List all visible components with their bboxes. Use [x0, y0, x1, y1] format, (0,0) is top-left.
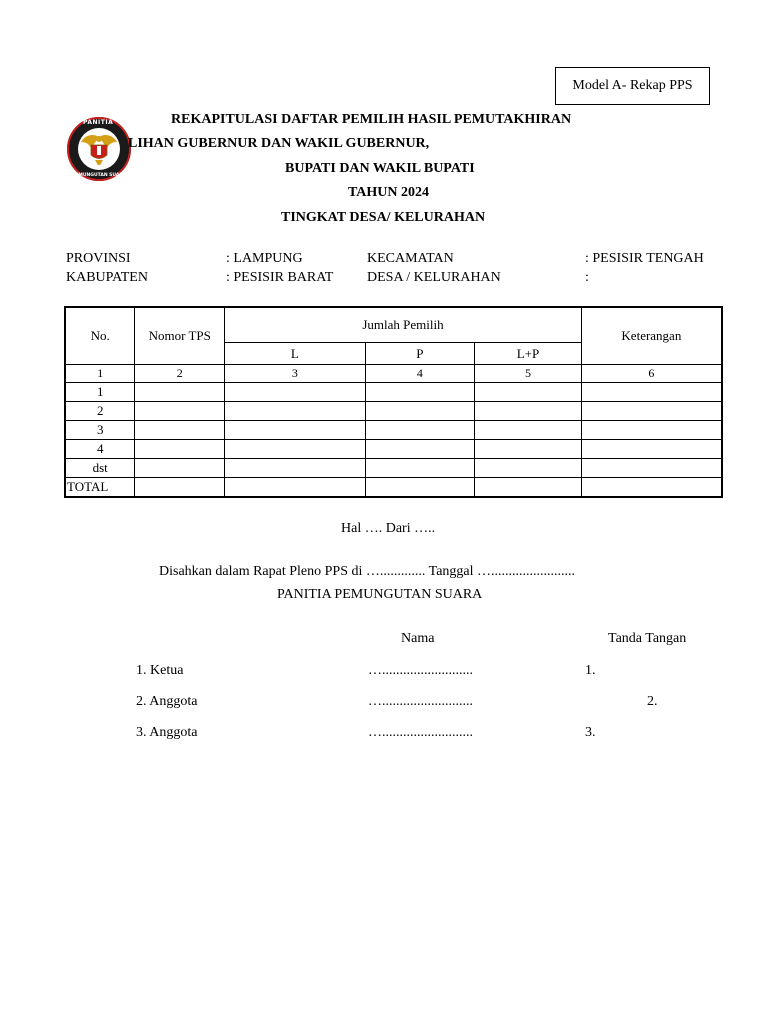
desa-value: : — [585, 270, 589, 285]
header-p: P — [365, 343, 475, 365]
row-label: 4 — [65, 440, 135, 459]
table-cell — [475, 402, 582, 421]
header-keterangan: Keterangan — [581, 307, 722, 365]
rekap-table — [64, 306, 723, 498]
signature-slot: 1. — [585, 663, 596, 678]
table-cell — [135, 402, 225, 421]
title-line-2: LIHAN GUBERNUR DAN WAKIL GUBERNUR, — [128, 136, 430, 151]
model-label-box — [555, 67, 710, 105]
table-cell — [475, 383, 582, 402]
title-line-3: BUPATI DAN WAKIL BUPATI — [285, 161, 475, 176]
title-line-1: REKAPITULASI DAFTAR PEMILIH HASIL PEMUTAKHIRAN — [171, 112, 572, 127]
page-info: Hal …. Dari ….. — [341, 521, 436, 536]
kecamatan-label: KECAMATAN — [367, 251, 454, 266]
table-cell — [365, 478, 475, 498]
signature-role: 1. Ketua — [136, 663, 184, 678]
table-cell — [135, 459, 225, 478]
table-cell — [225, 440, 365, 459]
table-cell — [475, 459, 582, 478]
table-cell — [475, 440, 582, 459]
kecamatan-value: : PESISIR TENGAH — [585, 251, 704, 266]
table-cell — [135, 383, 225, 402]
row-label: 1 — [65, 383, 135, 402]
signature-name-line: ….......................... — [368, 725, 473, 740]
tanda-tangan-header: Tanda Tangan — [608, 631, 687, 646]
table-cell — [225, 459, 365, 478]
table-cell — [225, 478, 365, 498]
table-cell — [365, 440, 475, 459]
logo-text-top: PANITIA — [83, 119, 114, 126]
table-cell — [581, 421, 722, 440]
row-label: dst — [65, 459, 135, 478]
panitia-title: PANITIA PEMUNGUTAN SUARA — [277, 587, 483, 602]
column-number-row — [65, 365, 722, 383]
table-cell — [135, 478, 225, 498]
table-cell — [475, 478, 582, 498]
table-cell — [581, 402, 722, 421]
col-number: 3 — [225, 365, 365, 383]
table-row-total — [65, 478, 722, 498]
row-label: 3 — [65, 421, 135, 440]
kabupaten-label: KABUPATEN — [66, 270, 148, 285]
desa-label: DESA / KELURAHAN — [367, 270, 501, 285]
row-label-total: TOTAL — [65, 478, 135, 498]
header-lp: L+P — [475, 343, 582, 365]
disahkan-text: Disahkan dalam Rapat Pleno PPS di …............. Tanggal …........................ — [159, 564, 576, 579]
kpu-logo — [66, 115, 132, 183]
table-cell — [475, 421, 582, 440]
table-cell — [365, 459, 475, 478]
title-line-5: TINGKAT DESA/ KELURAHAN — [281, 210, 486, 225]
table-cell — [581, 459, 722, 478]
col-number: 1 — [65, 365, 135, 383]
signature-slot: 2. — [647, 694, 658, 709]
table-row — [65, 440, 722, 459]
table-cell — [581, 383, 722, 402]
signature-role: 2. Anggota — [136, 694, 198, 709]
table-cell — [581, 440, 722, 459]
model-label: Model A- Rekap PPS — [572, 78, 693, 93]
table-cell — [225, 402, 365, 421]
table-row — [65, 421, 722, 440]
row-label: 2 — [65, 402, 135, 421]
title-line-4: TAHUN 2024 — [348, 185, 430, 200]
table-cell — [365, 421, 475, 440]
table-cell — [225, 421, 365, 440]
provinsi-label: PROVINSI — [66, 251, 131, 266]
signature-name-line: ….......................... — [368, 694, 473, 709]
signature-role: 3. Anggota — [136, 725, 198, 740]
provinsi-value: : LAMPUNG — [226, 251, 303, 266]
table-cell — [225, 383, 365, 402]
table-cell — [365, 402, 475, 421]
signature-slot: 3. — [585, 725, 596, 740]
logo-text-bottom: PEMUNGUTAN SUARA — [72, 173, 127, 178]
signature-name-line: ….......................... — [368, 663, 473, 678]
col-number: 5 — [475, 365, 582, 383]
header-l: L — [225, 343, 365, 365]
table-row — [65, 383, 722, 402]
nama-header: Nama — [401, 631, 435, 646]
table-cell — [135, 421, 225, 440]
col-number: 4 — [365, 365, 475, 383]
table-cell — [365, 383, 475, 402]
kabupaten-value: : PESISIR BARAT — [226, 270, 334, 285]
header-nomor-tps: Nomor TPS — [135, 307, 225, 365]
table-row — [65, 459, 722, 478]
header-no: No. — [65, 307, 135, 365]
table-row — [65, 402, 722, 421]
col-number: 6 — [581, 365, 722, 383]
table-cell — [581, 478, 722, 498]
col-number: 2 — [135, 365, 225, 383]
header-jumlah-pemilih: Jumlah Pemilih — [225, 307, 582, 343]
table-cell — [135, 440, 225, 459]
